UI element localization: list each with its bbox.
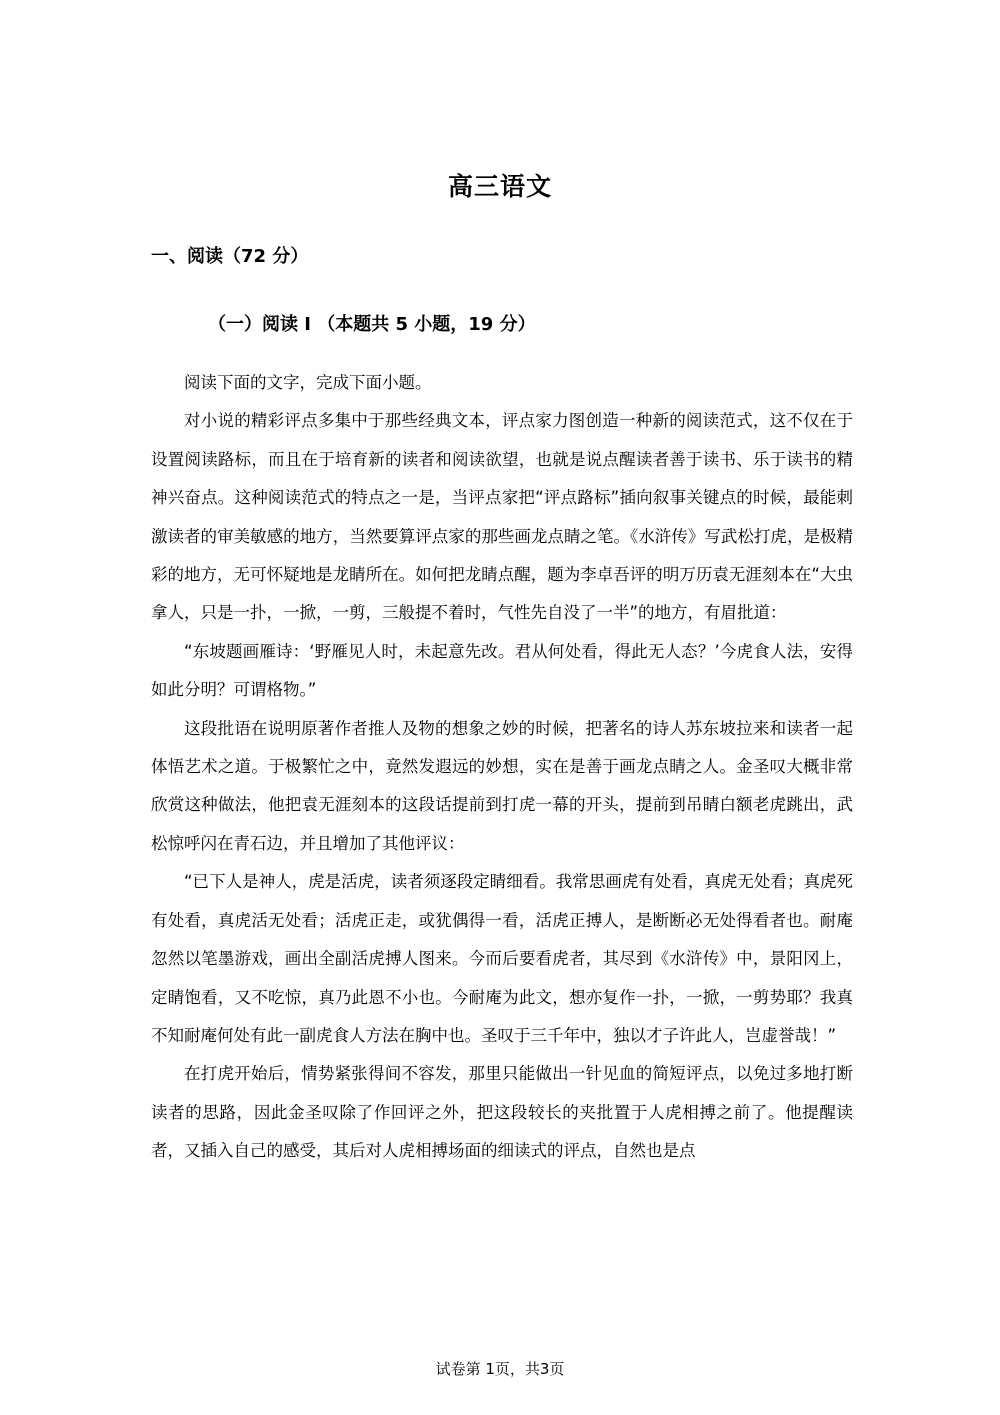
- paragraph: 对小说的精彩评点多集中于那些经典文本，评点家力图创造一种新的阅读范式，这不仅在于设置阅读路标，而且在于培育新的读者和阅读欲望，也就是说点醒读者善于读书、乐于读书的精神兴奋点。这种阅读范式的特点之一是，当评点家把“评点路标”插向叙事关键点的时候，最能刺激读者的审美敏感的地方，当然要算评点家的那些画龙点睛之笔。《水浒传》写武松打虎，是极精彩的地方，无可怀疑地是龙睛所在。如何把龙睛点醒，题为李卓吾评的明万历袁无涯刻本在“大虫拿人，只是一扑，一掀，一剪，三般提不着时，气性先自没了一半”的地方，有眉批道：: [151, 411, 853, 623]
- paragraph: 在打虎开始后，情势紧张得间不容发，那里只能做出一针见血的简短评点，以免过多地打断读者的思路，因此金圣叹除了作回评之外，把这段较长的夹批置于人虎相搏之前了。他提醒读者，又插入自己的感受，其后对人虎相搏场面的细读式的评点，自然也是点: [151, 1064, 853, 1161]
- paragraph-instruction: 阅读下面的文字，完成下面小题。: [184, 373, 432, 392]
- page-title: 高三语文: [447, 172, 552, 201]
- page-footer: 试卷第 1页，共3页: [435, 1360, 565, 1378]
- reading-passage: [151, 364, 853, 1171]
- subsection-heading: （一）阅读 I （本题共 5 小题，19 分）: [208, 314, 536, 335]
- section-heading: 一、阅读（72 分）: [151, 246, 309, 267]
- paragraph-quote: “已下人是神人，虎是活虎，读者须逐段定睛细看。我常思画虎有处看，真虎无处看；真虎死有处看，真虎活无处看；活虎正走，或犹偶得一看，活虎正搏人，是断断必无处得看者也。耐庵忽然以笔墨游戏，画出全副活虎搏人图来。今而后要看虎者，其尽到《水浒传》中，景阳冈上，定睛饱看，又不吃惊，真乃此恩不小也。今耐庵为此文，想亦复作一扑，一掀，一剪势耶？我真不知耐庵何处有此一副虎食人方法在胸中也。圣叹于三千年中，独以才子许此人，岂虚誉哉！”: [151, 872, 853, 1045]
- paragraph-quote: “东坡题画雁诗：‘野雁见人时，未起意先改。君从何处看，得此无人态？’今虎食人法，安得如此分明？可谓格物。”: [151, 641, 853, 700]
- paragraph: 这段批语在说明原著作者推人及物的想象之妙的时候，把著名的诗人苏东坡拉来和读者一起体悟艺术之道。于极繁忙之中，竟然发遐远的妙想，实在是善于画龙点睛之人。金圣叹大概非常欣赏这种做法，他把袁无涯刻本的这段话提前到打虎一幕的开头，提前到吊睛白额老虎跳出，武松惊呼闪在青石边，并且增加了其他评议：: [151, 718, 853, 853]
